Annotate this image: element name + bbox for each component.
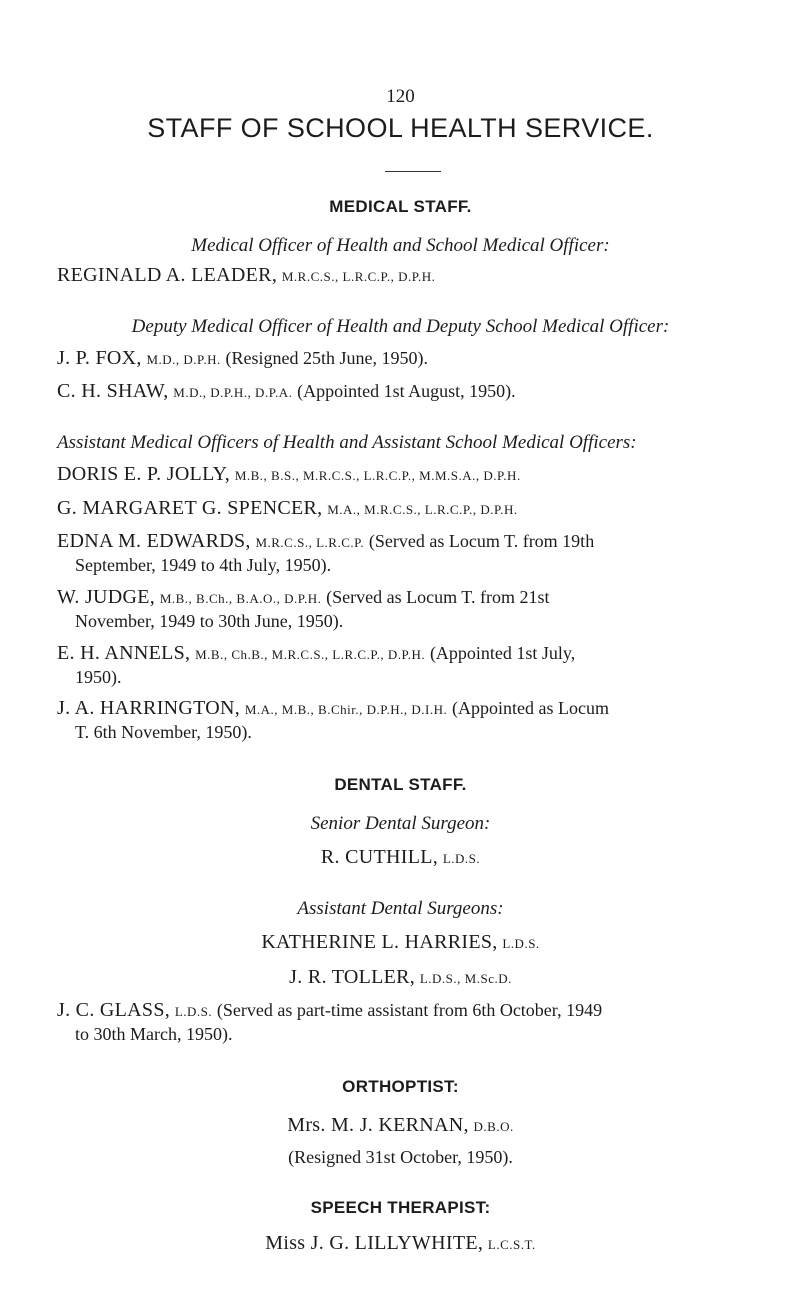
staff-note: (Appointed 1st July, [429,643,576,663]
staff-name: J. P. FOX, [57,347,142,369]
staff-name: KATHERINE L. HARRIES, [261,931,498,953]
staff-note-continued: September, 1949 to 4th July, 1950). [75,555,332,575]
staff-name: W. JUDGE, [57,586,156,608]
staff-note: (Appointed as Locum [452,698,609,718]
senior-dental-entry [0,846,801,870]
staff-name: R. CUTHILL, [320,846,439,868]
staff-name: G. MARGARET G. SPENCER, [57,497,323,519]
qualifications: L.D.S. [442,851,481,866]
qualifications: L.D.S. [174,1004,213,1019]
staff-name: J. R. TOLLER, [289,966,416,988]
page-number: 120 [386,86,415,107]
medical-staff-heading: MEDICAL STAFF. [329,197,472,216]
qualifications: M.B., Ch.B., M.R.C.S., L.R.C.P., D.P.H. [195,647,426,662]
qualifications: M.B., B.Ch., B.A.O., D.P.H. [159,591,322,606]
qualifications: L.C.S.T. [487,1237,536,1252]
mo-entry [57,264,747,288]
qualifications: M.D., D.P.H., D.P.A. [173,385,293,400]
assistant-entry [57,642,747,689]
staff-name: C. H. SHAW, [57,380,169,402]
staff-note-continued: 1950). [75,667,122,687]
qualifications: L.D.S., M.Sc.D. [419,971,512,986]
staff-note-continued: to 30th March, 1950). [75,1024,233,1044]
staff-note: (Served as part-time assistant from 6th October, 1949 [216,1000,603,1020]
dental-entry [57,999,747,1046]
title-divider [385,171,441,172]
qualifications: M.A., M.B., B.Chir., D.P.H., D.I.H. [244,702,448,717]
deputy-role: Deputy Medical Officer of Health and Deputy School Medical Officer: [131,316,670,337]
staff-note: (Served as Locum T. from 21st [326,587,550,607]
qualifications: M.B., B.S., M.R.C.S., L.R.C.P., M.M.S.A., D.P.H. [234,468,521,483]
page-title: STAFF OF SCHOOL HEALTH SERVICE. [147,113,654,143]
staff-name: E. H. ANNELS, [57,642,191,664]
deputy-entry [57,347,747,371]
dental-entry [0,931,801,955]
orthoptist-heading: ORTHOPTIST: [342,1077,459,1096]
mo-role: Medical Officer of Health and School Medical Officer: [191,235,610,256]
qualifications: M.D., D.P.H. [146,352,221,367]
staff-note: (Appointed 1st August, 1950). [297,381,516,401]
speech-therapist-entry [0,1232,801,1256]
staff-name: Mrs. M. J. KERNAN, [287,1114,469,1136]
staff-note: (Resigned 31st October, 1950). [288,1147,513,1167]
staff-name: Miss J. G. LILLYWHITE, [265,1232,484,1254]
qualifications: L.D.S. [502,936,540,951]
assistant-entry [57,497,747,521]
staff-name: J. A. HARRINGTON, [57,697,241,719]
qualifications: M.R.C.S., L.R.C.P., D.P.H. [281,269,436,284]
assistant-entry [57,463,747,487]
staff-note: (Resigned 25th June, 1950). [225,348,428,368]
speech-therapist-heading: SPEECH THERAPIST: [310,1198,491,1217]
staff-name: EDNA M. EDWARDS, [57,530,251,552]
assistant-entry [57,530,747,577]
dental-staff-heading: DENTAL STAFF. [334,775,467,794]
dental-entry [0,966,801,990]
staff-name: DORIS E. P. JOLLY, [57,463,231,485]
staff-name: REGINALD A. LEADER, [57,264,278,286]
assistant-entry [57,697,747,744]
assistant-dental-role: Assistant Dental Surgeons: [297,898,504,919]
assistant-mo-role: Assistant Medical Officers of Health and Assistant School Medical Officers: [57,432,637,453]
staff-note-continued: November, 1949 to 30th June, 1950). [75,611,344,631]
qualifications: M.R.C.S., L.R.C.P. [255,535,365,550]
qualifications: M.A., M.R.C.S., L.R.C.P., D.P.H. [327,502,518,517]
staff-note: (Served as Locum T. from 19th [368,531,595,551]
orthoptist-note [0,1146,801,1169]
deputy-entry [57,380,747,404]
staff-name: J. C. GLASS, [57,999,171,1021]
staff-note-continued: T. 6th November, 1950). [75,722,252,742]
orthoptist-entry [0,1114,801,1138]
qualifications: D.B.O. [473,1119,514,1134]
assistant-entry [57,586,747,633]
senior-dental-role: Senior Dental Surgeon: [310,813,491,834]
